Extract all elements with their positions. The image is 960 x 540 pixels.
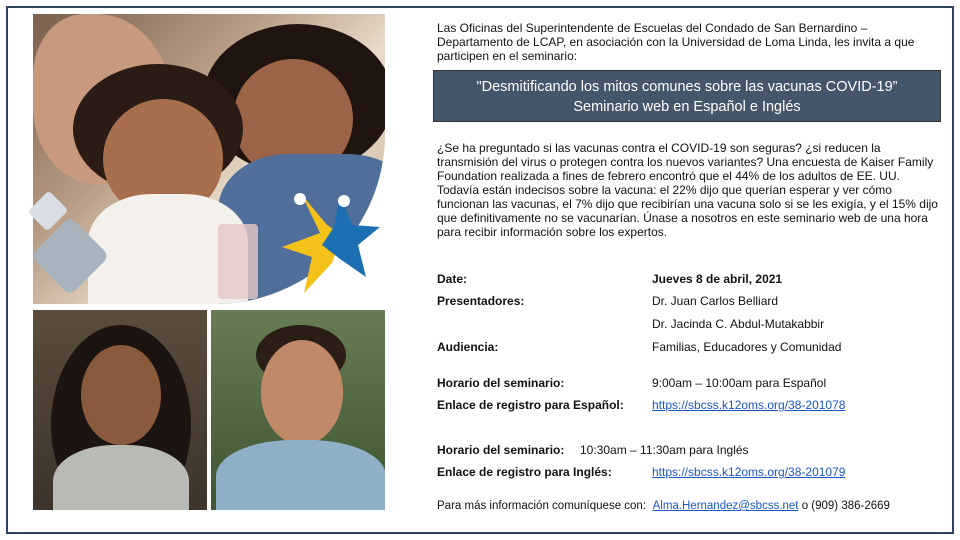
- contact-phone: o (909) 386-2669: [801, 500, 890, 512]
- schedule-es-label: Horario del seminario:: [437, 376, 565, 390]
- presenters-label: Presentadores:: [437, 294, 525, 308]
- date-label: Date:: [437, 272, 468, 286]
- schedule-es-value: 9:00am – 10:00am para Español: [652, 376, 827, 390]
- schedule-en-value: 10:30am – 11:30am para Inglés: [580, 443, 749, 457]
- audience-value: Familias, Educadores y Comunidad: [652, 340, 842, 354]
- date-value: Jueves 8 de abril, 2021: [652, 272, 783, 286]
- presenter-1: Dr. Juan Carlos Belliard: [652, 294, 779, 308]
- contact-text: Para más información comuníquese con:: [437, 500, 647, 512]
- banner-title: "Desmitificando los mitos comunes sobre las vacunas COVID-19”: [476, 79, 898, 95]
- registration-es-link[interactable]: https://sbcss.k12oms.org/38-201078: [652, 398, 846, 412]
- registration-es-label: Enlace de registro para Español:: [437, 398, 624, 412]
- contact-footer: [437, 500, 894, 512]
- presenter-2: Dr. Jacinda C. Abdul-Mutakabbir: [652, 317, 825, 331]
- banner-subtitle: Seminario web en Español e Inglés: [573, 99, 801, 115]
- intro-text: Las Oficinas del Superintendente de Escuelas del Condado de San Bernardino – Departamento de LCAP, en asociación con la Universidad de Loma Linda, les invita a que participen en el seminario:: [437, 21, 915, 63]
- contact-email-link[interactable]: Alma.Hernandez@sbcss.net: [652, 500, 799, 512]
- registration-en-label: Enlace de registro para Inglés:: [437, 465, 612, 479]
- presenter-photo-man: [211, 310, 385, 510]
- audience-label: Audiencia:: [437, 340, 499, 354]
- title-banner: [433, 70, 941, 122]
- registration-en-link[interactable]: https://sbcss.k12oms.org/38-201079: [652, 465, 846, 479]
- star-logo-icon: [282, 185, 382, 295]
- presenter-photo-woman: [33, 310, 207, 510]
- schedule-en-label: Horario del seminario:: [437, 443, 565, 457]
- description-text: ¿Se ha preguntado si las vacunas contra el COVID-19 son seguras? ¿si reducen la transmisión del virus o protegen contra los nuevos variantes? Una encuesta de Kaiser Family Foundation realizada a fines de febrero encontró que el 44% de los adultos de EE. UU. Todavía están indecisos sobre la vacuna: el 22% dijo que querían esperar y ver cómo funcionan las vacunas, el 7% dijo que recibirían una vacuna solo si se les exigía, y el 15% dijo que definitivamente no se vacunarían. Únase a nosotros en este seminario web de una hora para recibir información sobre los expertos.: [437, 141, 938, 239]
